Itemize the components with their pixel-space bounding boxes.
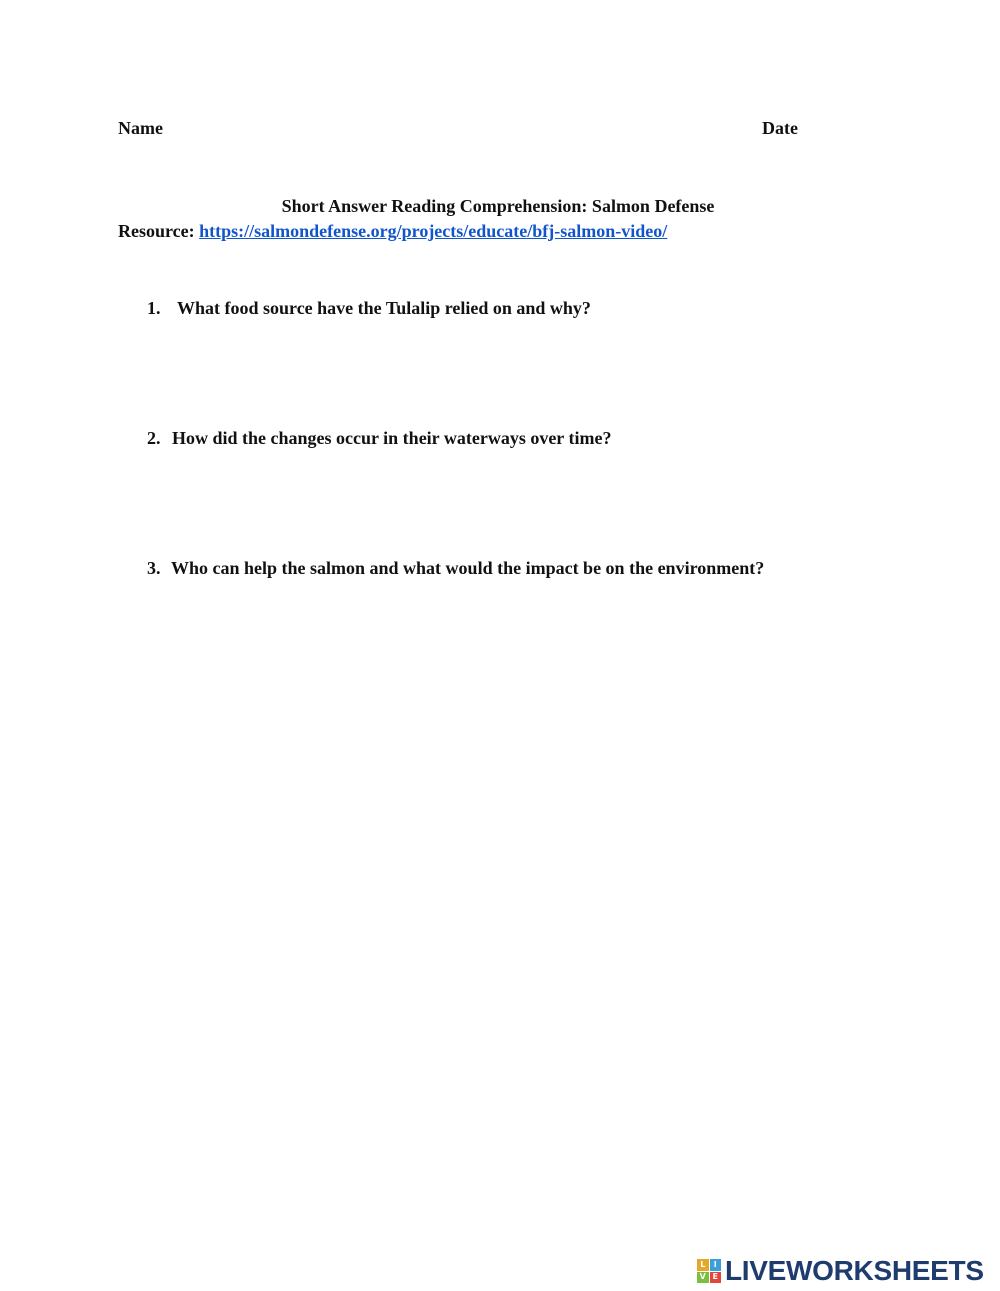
resource-line	[118, 221, 667, 242]
question-2-text: How did the changes occur in their waterways over time?	[172, 428, 612, 448]
liveworksheets-wordmark: LIVEWORKSHEETS	[725, 1255, 984, 1286]
question-1	[147, 298, 591, 319]
worksheet-title: Short Answer Reading Comprehension: Salmon Defense	[281, 196, 715, 216]
question-3	[147, 558, 764, 579]
question-3-text: Who can help the salmon and what would the impact be on the environment?	[171, 558, 765, 578]
name-label: Name	[118, 118, 163, 138]
resource-link[interactable]: https://salmondefense.org/projects/educate/bfj-salmon-video/	[199, 221, 668, 241]
question-1-text: What food source have the Tulalip relied on and why?	[177, 298, 591, 318]
liveworksheets-logo-icon	[697, 1259, 721, 1283]
question-3-number: 3.	[147, 558, 161, 578]
resource-label: Resource:	[118, 221, 195, 241]
date-label: Date	[762, 118, 798, 138]
logo-tile-l: L	[697, 1259, 709, 1271]
logo-tile-i: I	[710, 1259, 722, 1271]
question-2-number: 2.	[147, 428, 161, 448]
logo-tile-v: V	[697, 1272, 709, 1284]
liveworksheets-brand	[697, 1257, 984, 1285]
logo-tile-e: E	[710, 1272, 722, 1284]
question-1-number: 1.	[147, 298, 161, 318]
question-2	[147, 428, 611, 449]
